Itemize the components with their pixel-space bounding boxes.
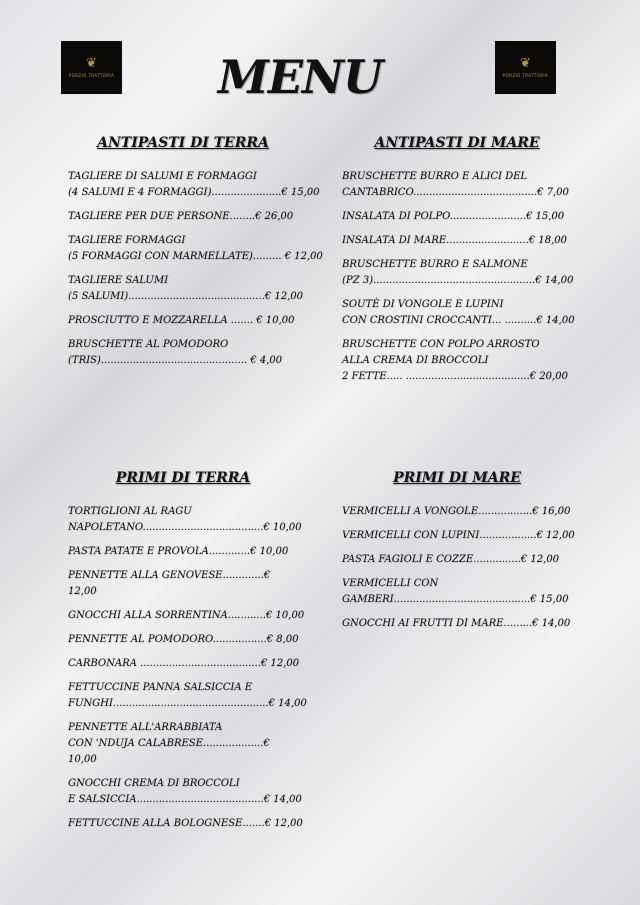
menu-item-line: FUNGHI.................................................€ 14,00 xyxy=(68,698,307,709)
menu-item xyxy=(342,552,572,568)
menu-item-line: 2 FETTE..... .......................................€ 20,00 xyxy=(342,371,568,382)
menu-item xyxy=(342,257,572,289)
menu-item xyxy=(68,273,303,305)
menu-item-line: ALLA CREMA DI BROCCOLI xyxy=(342,355,489,366)
menu-item xyxy=(68,816,303,832)
item-list xyxy=(68,169,323,369)
menu-item-line: (TRIS).............................................. € 4,00 xyxy=(68,355,283,366)
menu-item xyxy=(342,209,572,225)
menu-item-line: 12,00 xyxy=(68,586,97,597)
menu-item xyxy=(342,576,572,608)
menu-item xyxy=(68,313,298,329)
menu-item-line: BRUSCHETTE CON POLPO ARROSTO xyxy=(342,339,540,350)
menu-item-line: (5 FORMAGGI CON MARMELLATE)......... € 12,00 xyxy=(68,251,323,262)
menu-item xyxy=(68,504,302,536)
crest-icon: ❦ xyxy=(520,55,531,71)
page-title: MENU xyxy=(217,50,383,104)
section-title: PRIMI DI TERRA xyxy=(115,470,251,486)
section-antipasti-mare xyxy=(342,135,575,393)
menu-item-line: PENNETTE AL POMODORO.................€ 8,00 xyxy=(68,634,299,645)
menu-item-line: PROSCIUTTO E MOZZARELLA ....... € 10,00 xyxy=(68,315,295,326)
menu-item xyxy=(68,568,298,600)
menu-item-line: CARBONARA ......................................€ 12,00 xyxy=(68,658,299,669)
menu-item-line: PASTA FAGIOLI E COZZE...............€ 12,00 xyxy=(342,554,559,565)
crest-icon: ❦ xyxy=(86,55,97,71)
menu-item-line: FETTUCCINE ALLA BOLOGNESE.......€ 12,00 xyxy=(68,818,303,829)
item-list xyxy=(68,504,307,832)
menu-item-line: VERMICELLI CON xyxy=(342,578,439,589)
menu-item-line: FETTUCCINE PANNA SALSICCIA E xyxy=(68,682,253,693)
menu-item-line: PENNETTE ALLA GENOVESE.............€ xyxy=(68,570,271,581)
menu-item-line: (PZ 3)...................................................€ 14,00 xyxy=(342,275,574,286)
menu-item-line: E SALSICCIA........................................€ 14,00 xyxy=(68,794,302,805)
menu-item-line: TAGLIERE DI SALUMI E FORMAGGI xyxy=(68,171,257,182)
menu-item-line: SOUTÈ DI VONGOLE E LUPINI xyxy=(342,299,504,310)
menu-item-line: INSALATA DI MARE..........................€ 18,00 xyxy=(342,235,567,246)
logo-name: PORZIO TRATTORIA xyxy=(502,72,549,78)
menu-item xyxy=(68,720,298,768)
menu-item-line: INSALATA DI POLPO........................€ 15,00 xyxy=(342,211,565,222)
menu-item-line: VERMICELLI CON LUPINI..................€ 12,00 xyxy=(342,530,575,541)
menu-item-line: GAMBERI...........................................€ 15,00 xyxy=(342,594,569,605)
item-list xyxy=(342,169,575,385)
menu-item xyxy=(68,632,298,648)
menu-item-line: GNOCCHI AI FRUTTI DI MARE.........€ 14,00 xyxy=(342,618,571,629)
menu-item-line: CANTABRICO.......................................€ 7,00 xyxy=(342,187,569,198)
menu-item xyxy=(68,656,298,672)
menu-item xyxy=(342,528,575,544)
menu-item-line: (4 SALUMI E 4 FORMAGGI)......................€ 15,00 xyxy=(68,187,320,198)
menu-item xyxy=(68,337,298,369)
menu-item-line: GNOCCHI CREMA DI BROCCOLI xyxy=(68,778,240,789)
menu-item xyxy=(342,616,572,632)
menu-item-line: BRUSCHETTE BURRO E ALICI DEL xyxy=(342,171,528,182)
menu-item-line: NAPOLETANO......................................€ 10,00 xyxy=(68,522,302,533)
section-title: ANTIPASTI DI MARE xyxy=(374,135,540,151)
section-title: PRIMI DI MARE xyxy=(393,470,521,486)
menu-item-line: GNOCCHI ALLA SORRENTINA............€ 10,00 xyxy=(68,610,305,621)
menu-item xyxy=(68,209,298,225)
menu-item xyxy=(68,680,307,712)
menu-item-line: 10,00 xyxy=(68,754,97,765)
menu-item-line: (5 SALUMI)...........................................€ 12,00 xyxy=(68,291,303,302)
menu-item xyxy=(342,337,572,385)
menu-item-line: TORTIGLIONI AL RAGU xyxy=(68,506,192,517)
menu-item xyxy=(68,233,323,265)
section-primi-mare xyxy=(342,470,575,640)
menu-item xyxy=(68,169,320,201)
menu-item xyxy=(68,608,305,624)
menu-item-line: CON 'NDUJA CALABRESE...................€ xyxy=(68,738,270,749)
menu-item-line: TAGLIERE SALUMI xyxy=(68,275,169,286)
menu-item-line: TAGLIERE PER DUE PERSONE........€ 26,00 xyxy=(68,211,294,222)
menu-item xyxy=(68,776,302,808)
menu-item xyxy=(342,169,572,201)
menu-item xyxy=(68,544,298,560)
menu-item-line: BRUSCHETTE AL POMODORO xyxy=(68,339,229,350)
logo-name: PORZIO TRATTORIA xyxy=(68,72,115,78)
menu-item-line: PENNETTE ALL'ARRABBIATA xyxy=(68,722,223,733)
item-list xyxy=(342,504,575,632)
section-primi-terra xyxy=(68,470,307,840)
menu-item-line: TAGLIERE FORMAGGI xyxy=(68,235,186,246)
menu-item-line: VERMICELLI A VONGOLE.................€ 16,00 xyxy=(342,506,571,517)
menu-item-line: PASTA PATATE E PROVOLA.............€ 10,00 xyxy=(68,546,289,557)
menu-item-line: CON CROSTINI CROCCANTI... ..........€ 14,00 xyxy=(342,315,575,326)
menu-item xyxy=(342,297,575,329)
menu-item xyxy=(342,233,572,249)
menu-item xyxy=(342,504,572,520)
menu-item-line: BRUSCHETTE BURRO E SALMONE xyxy=(342,259,528,270)
section-antipasti-terra xyxy=(68,135,323,377)
section-title: ANTIPASTI DI TERRA xyxy=(97,135,269,151)
